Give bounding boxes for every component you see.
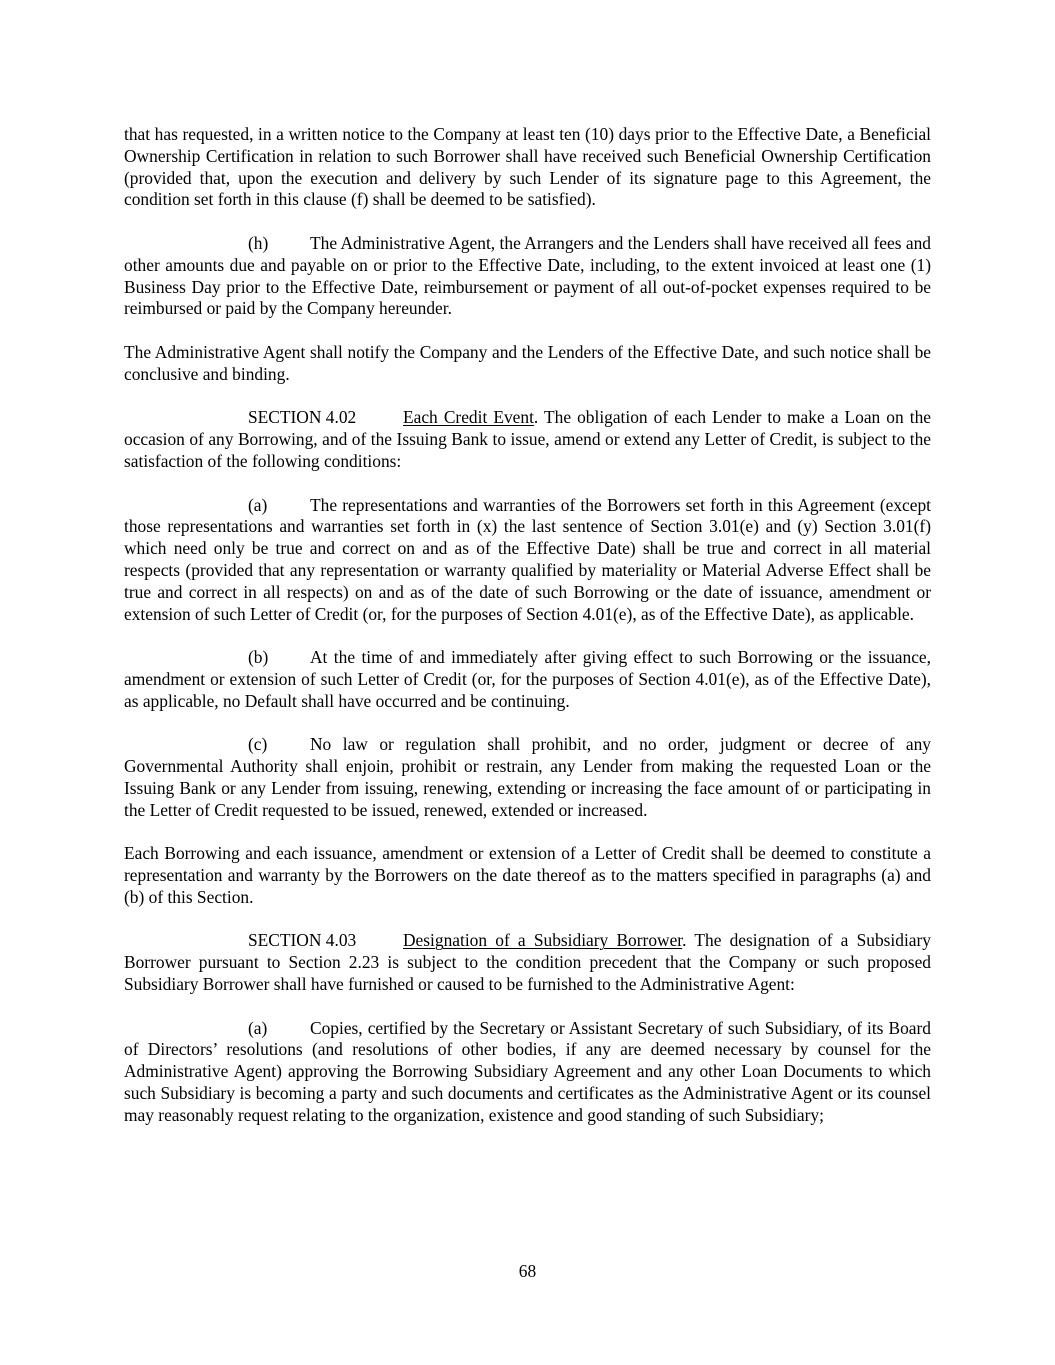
- paragraph-text: that has requested, in a written notice to the Company at least ten (10) days prior to the Effective Date, a Beneficial Ownership Certification in relation to such Borrower shall have received such Beneficial Ownership Certification (provided that, upon the execution and delivery by such Lender of its signature page to this Agreement, the condition set forth in this clause (f) shall be deemed to be satisfied).: [124, 124, 931, 210]
- clause-text: At the time of and immediately after giving effect to such Borrowing or the issuance, amendment or extension of such Letter of Credit (or, for the purposes of Section 4.01(e), as of the Effective Date), as applicable, no Default shall have occurred and be continuing.: [124, 647, 931, 711]
- paragraph-deemed-representation: [124, 843, 931, 908]
- clause-label: (a): [248, 494, 268, 515]
- clause-label: (b): [248, 647, 269, 668]
- clause-text: The representations and warranties of the Borrowers set forth in this Agreement (except those representations and warranties set forth in (x) the last sentence of Section 3.01(e) and (y) Section 3.01(f) which need only be true and correct on and as of the Effective Date) shall be true and correct in all material respects (provided that any representation or warranty qualified by materiality or Material Adverse Effect shall be true and correct in all respects) on and as of the date of such Borrowing or the date of issuance, amendment or extension of such Letter of Credit (or, for the purposes of Section 4.01(e), as of the Effective Date), as applicable.: [124, 494, 931, 624]
- clause-text: Copies, certified by the Secretary or Assistant Secretary of such Subsidiary, of its Board of Directors’ resolutions (and resolutions of other bodies, if any are deemed necessary by counsel for the Administrative Agent) approving the Borrowing Subsidiary Agreement and any other Loan Documents to which such Subsidiary is becoming a party and such documents and certificates as the Administrative Agent or its counsel may reasonably request relating to the organization, existence and good standing of such Subsidiary;: [124, 1017, 931, 1125]
- section-heading: Designation of a Subsidiary Borrower: [403, 930, 683, 951]
- paragraph-notice: [124, 342, 931, 386]
- page-number: 68: [518, 1261, 537, 1281]
- clause-a-4-03: [124, 1018, 931, 1127]
- clause-h: [124, 233, 931, 320]
- paragraph-text: Each Borrowing and each issuance, amendment or extension of a Letter of Credit shall be deemed to constitute a representation and warranty by the Borrowers on the date thereof as to the matters specified in paragraphs (a) and (b) of this Section.: [124, 843, 931, 907]
- section-number: SECTION 4.02: [248, 407, 357, 428]
- section-text: . The designation of a Subsidiary Borrower pursuant to Section 2.23 is subject to the condition precedent that the Company or such proposed Subsidiary Borrower shall have furnished or caused to be furnished to the Administrative Agent:: [124, 930, 931, 995]
- clause-label: (h): [248, 232, 269, 253]
- clause-label: (c): [248, 734, 268, 755]
- section-4-03: [124, 930, 931, 995]
- section-4-02: [124, 407, 931, 472]
- clause-b-4-02: [124, 647, 931, 712]
- section-text: . The obligation of each Lender to make a Loan on the occasion of any Borrowing, and of the Issuing Bank to issue, amend or extend any Letter of Credit, is subject to the satisfaction of the following conditions:: [124, 407, 931, 471]
- section-heading: Each Credit Event: [403, 407, 534, 428]
- clause-text: The Administrative Agent, the Arrangers and the Lenders shall have received all fees and other amounts due and payable on or prior to the Effective Date, including, to the extent invoiced at least one (1) Business Day prior to the Effective Date, reimbursement or payment of all out-of-pocket expenses required to be reimbursed or paid by the Company hereunder.: [124, 232, 931, 319]
- clause-c-4-02: [124, 734, 931, 821]
- section-number: SECTION 4.03: [248, 930, 357, 951]
- clause-label: (a): [248, 1017, 268, 1038]
- clause-text: No law or regulation shall prohibit, and no order, judgment or decree of any Governmental Authority shall enjoin, prohibit or restrain, any Lender from making the requested Loan or the Issuing Bank or any Lender from issuing, renewing, extending or increasing the face amount of or participating in the Letter of Credit requested to be issued, renewed, extended or increased.: [124, 734, 931, 820]
- paragraph-continuation: [124, 124, 931, 211]
- document-body: [124, 124, 931, 1148]
- paragraph-text: The Administrative Agent shall notify the Company and the Lenders of the Effective Date, and such notice shall be conclusive and binding.: [124, 341, 931, 384]
- clause-a-4-02: [124, 495, 931, 626]
